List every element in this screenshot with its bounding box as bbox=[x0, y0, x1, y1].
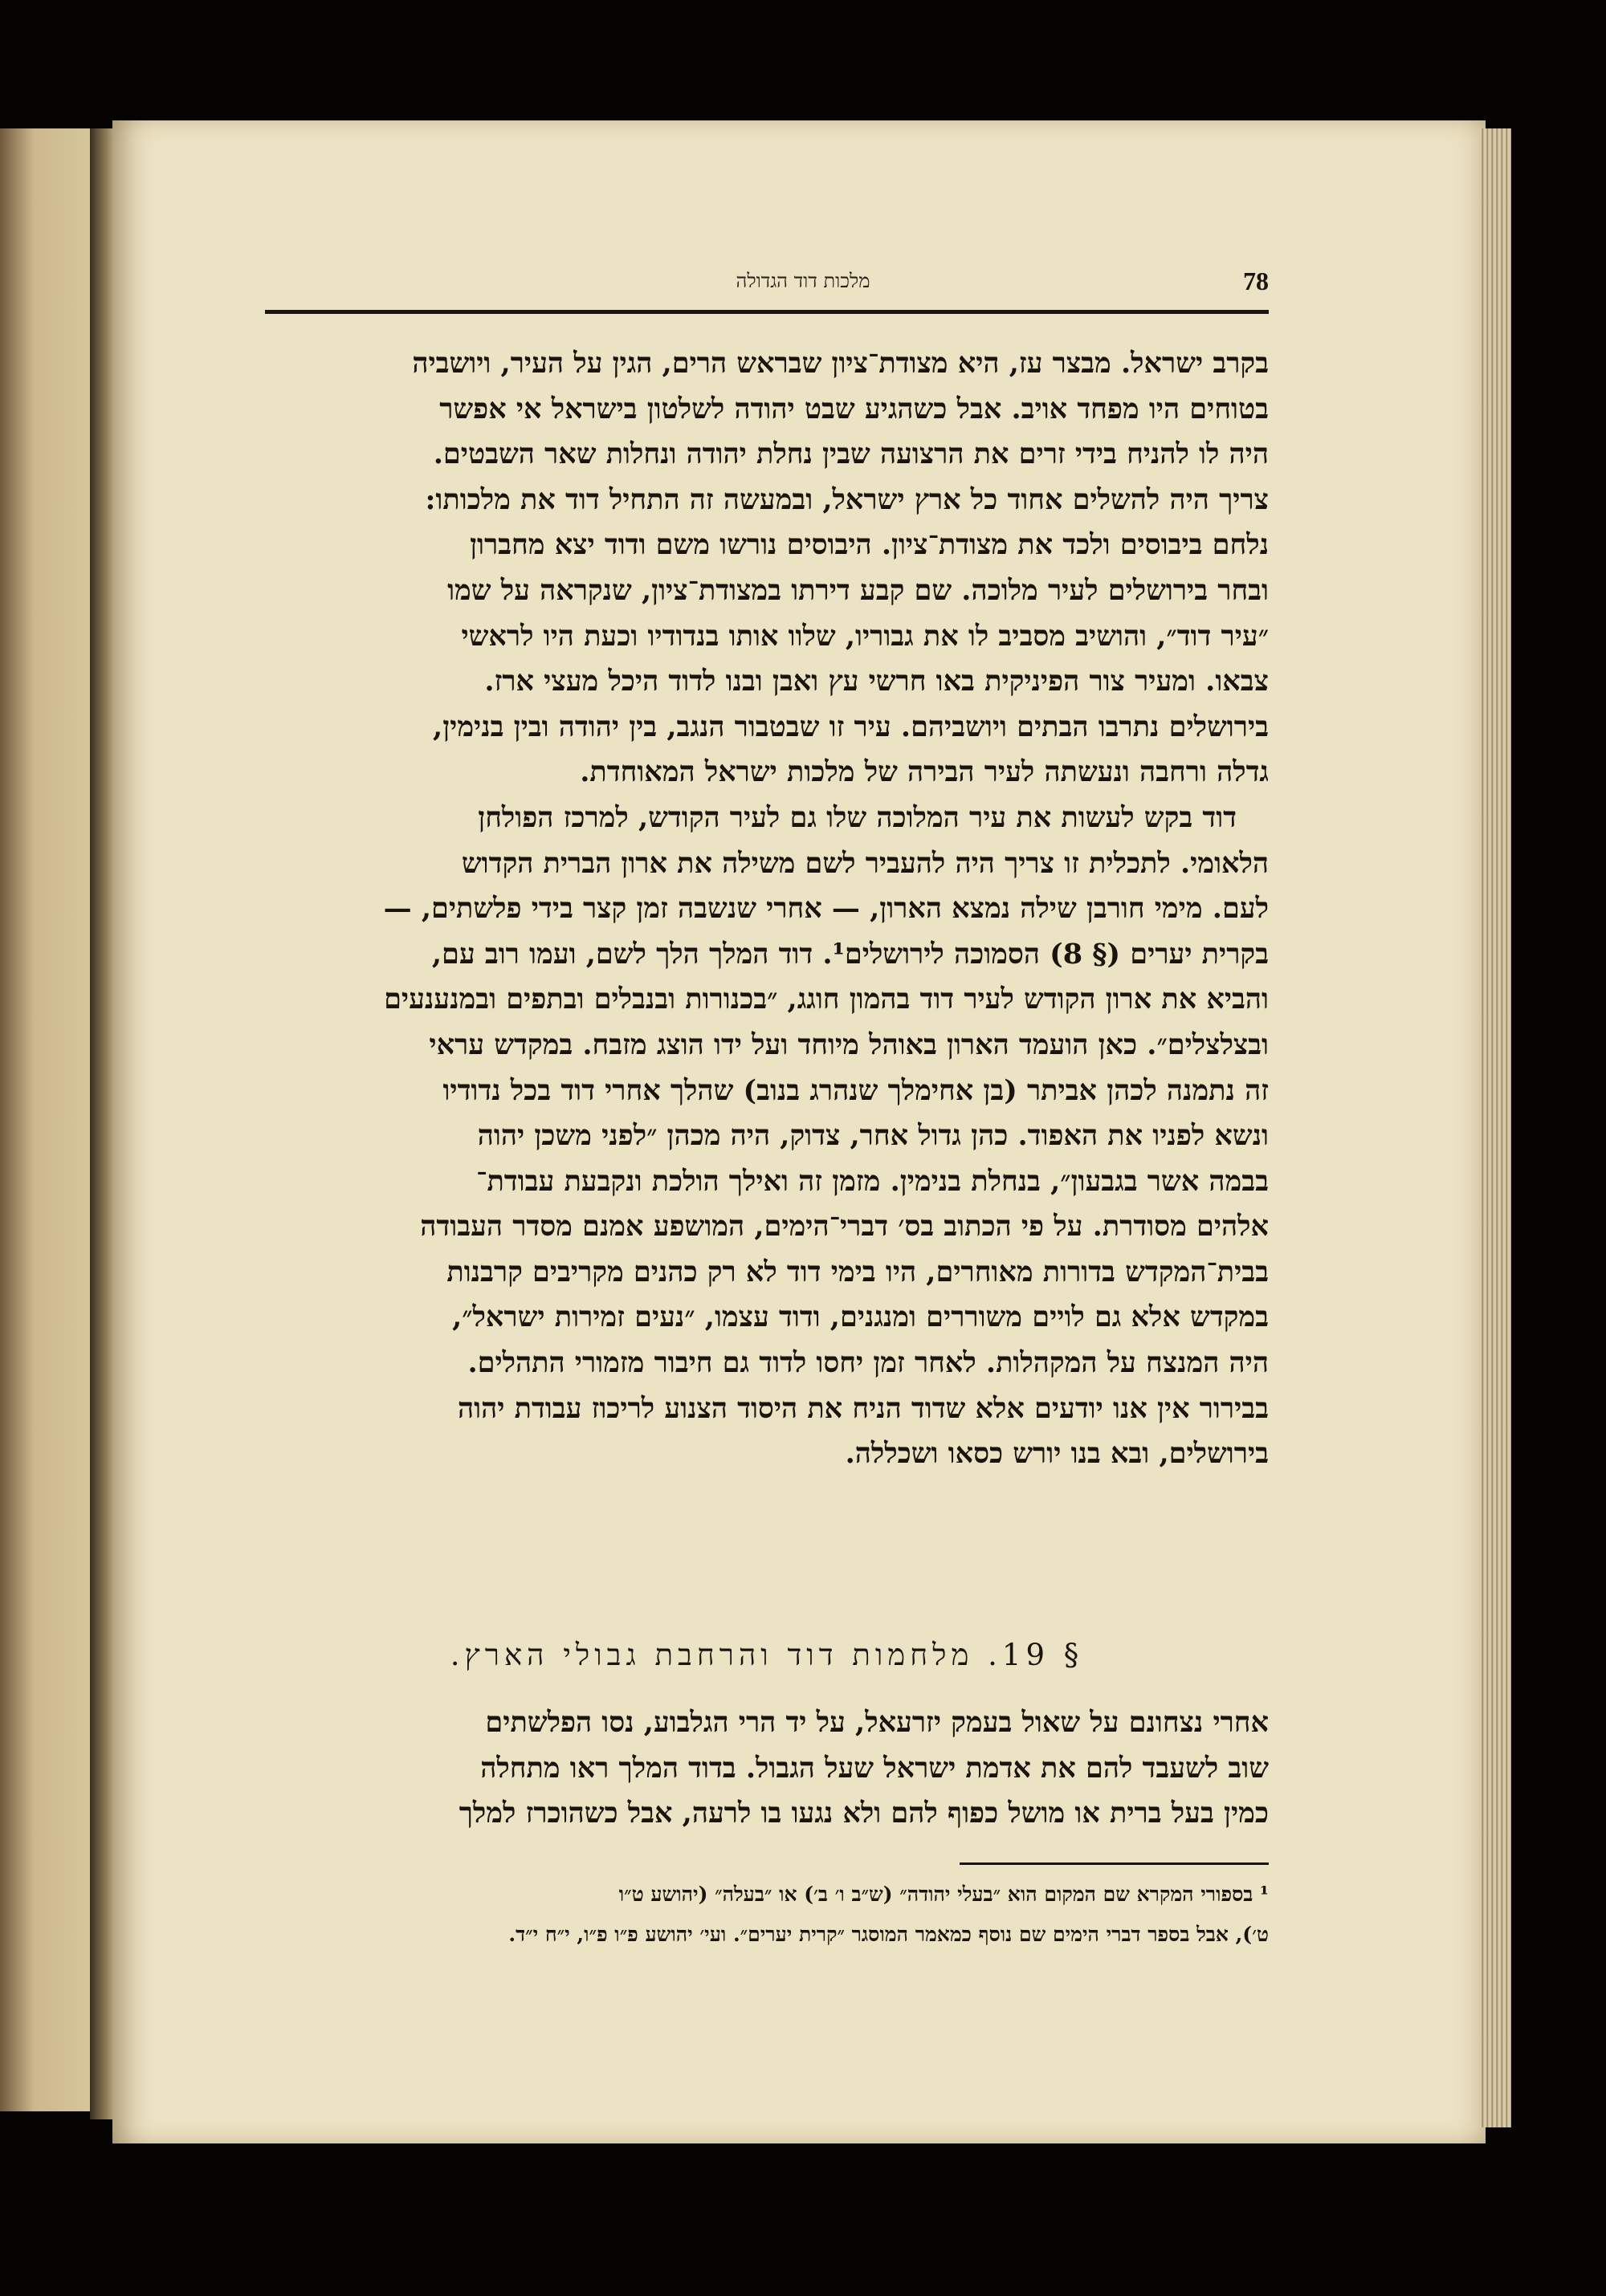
page-edges bbox=[1479, 128, 1511, 2127]
text-line: בירושלים נתרבו הבתים ויושביהם. עיר זו שבטבור הנגב, בין יהודה ובין בנימין, bbox=[433, 710, 1269, 743]
footnote-line: ¹ בספורי המקרא שם המקום הוא ״בעלי יהודה״ (ש״ב ו׳ ב׳) או ״בעלה״ (יהושע ט״ו bbox=[618, 1883, 1269, 1906]
text-line: שוב לשעבד להם את אדמת ישראל שעל הגבול. בדוד המלך ראו מתחלה bbox=[480, 1751, 1269, 1785]
text-line: היה המנצח על המקהלות. לאחר זמן יחסו לדוד גם חיבור מזמורי התהלים. bbox=[467, 1346, 1269, 1380]
footnotes bbox=[265, 1875, 1269, 1955]
text-line: בבית־המקדש בדורות מאוחרים, היו בימי דוד לא רק כהנים מקריבים קרבנות bbox=[446, 1255, 1269, 1288]
text-line: בטוחים היו מפחד אויב. אבל כשהגיע שבט יהודה לשלטון בישראל אי אפשר bbox=[439, 392, 1269, 425]
text-line: בבירור אין אנו יודעים אלא שדוד הניח את היסוד הצנוע לריכוז עבודת יהוה bbox=[458, 1391, 1269, 1425]
text-line: ונשא לפניו את האפוד. כהן גדול אחר, צדוק, היה מכהן ״לפני משכן יהוה bbox=[477, 1119, 1269, 1153]
text-line: בבמה אשר בגבעון״, בנחלת בנימין. מזמן זה ואילך הולכת ונקבעת עבודת־ bbox=[476, 1164, 1269, 1198]
footnote-line: ט׳), אבל בספר דברי הימים שם נוסף כמאמר המוסגר ״קרית יערים״. ועי׳ יהושע פ״ו פ״ו, י״ח י״ד. bbox=[508, 1923, 1269, 1946]
text-line: הלאומי. לתכלית זו צריך היה להעביר לשם משילה את ארון הברית הקדוש bbox=[461, 846, 1269, 880]
text-line: צריך היה להשלים אחוד כל ארץ ישראל, ובמעשה זה התחיל דוד את מלכותו: bbox=[425, 482, 1269, 516]
page-number: 78 bbox=[1243, 267, 1269, 295]
text-line: אחרי נצחונם על שאול בעמק יזרעאל, על יד הרי הגלבוע, נסו הפלשתים bbox=[485, 1706, 1269, 1739]
text-line: ובחר בירושלים לעיר מלוכה. שם קבע דירתו במצודת־ציון, שנקראה על שמו bbox=[447, 573, 1269, 607]
text-line: גדלה ורחבה ונעשתה לעיר הבירה של מלכות ישראל המאוחדת. bbox=[580, 755, 1269, 789]
text-line: היה לו להניח בידי זרים את הרצועה שבין נחלת יהודה ונחלות שאר השבטים. bbox=[433, 438, 1269, 471]
text-line: ובצלצלים״. כאן הועמד הארון באוהל מיוחד ועל ידו הוצג מזבח. במקדש עראי bbox=[429, 1028, 1269, 1061]
text-line: בקרב ישראל. מבצר עז, היא מצודת־ציון שבראש הרים, הגין על העיר, ויושביה bbox=[412, 347, 1269, 380]
text-line: ״עיר דוד״, והושיב מסביב לו את גבוריו, שלוו אותו בנדודיו וכעת היו לראשי bbox=[461, 619, 1269, 653]
header-rule bbox=[265, 310, 1269, 314]
text-line: והביא את ארון הקודש לעיר דוד בהמון חוגג, ״בכנורות ובנבלים ובתפים ובמנענעים bbox=[384, 983, 1269, 1016]
text-line: אלהים מסודרת. על פי הכתוב בס׳ דברי־הימים, המושפע אמנם מסדר העבודה bbox=[420, 1210, 1269, 1244]
running-title: מלכות דוד הגדולה bbox=[736, 270, 870, 292]
running-head bbox=[265, 263, 1269, 311]
text-line: בקרית יערים (§ 8) הסמוכה לירושלים¹. דוד המלך הלך לשם, ועמו רוב עם, bbox=[431, 937, 1269, 971]
text-line: לעם. מימי חורבן שילה נמצא הארון, — אחרי שנשבה זמן קצר בידי פלשתים, — bbox=[383, 892, 1269, 926]
paragraph-2 bbox=[265, 796, 1269, 1477]
left-page-edge bbox=[0, 128, 96, 2111]
section-heading: § 19. מלחמות דוד והרחבת גבולי הארץ. bbox=[450, 1638, 1084, 1672]
text-line: כמין בעל ברית או מושל כפוף להם ולא נגעו בו לרעה, אבל כשהוכרז למלך bbox=[459, 1797, 1269, 1830]
text-line: בירושלים, ובא בנו יורש כסאו ושכללה. bbox=[845, 1437, 1269, 1471]
paragraph-1 bbox=[265, 341, 1269, 796]
footnote-rule bbox=[960, 1862, 1269, 1865]
text-line: דוד בקש לעשות את עיר המלוכה שלו גם לעיר הקודש, למרכז הפולחן bbox=[478, 800, 1237, 834]
text-line: במקדש אלא גם לויים משוררים ומנגנים, ודוד עצמו, ״נעים זמירות ישראל״, bbox=[452, 1301, 1269, 1334]
text-line: צבאו. ומעיר צור הפיניקית באו חרשי עץ ואבן ובנו לדוד היכל מעצי ארז. bbox=[484, 665, 1269, 698]
main-text bbox=[265, 341, 1269, 1477]
section-text bbox=[265, 1700, 1269, 1837]
text-line: נלחם ביבוסים ולכד את מצודת־ציון. היבוסים נורשו משם ודוד יצא מחברון bbox=[470, 528, 1269, 562]
text-line: זה נתמנה לכהן אביתר (בן אחימלך שנהרג בנוב) שהלך אחרי דוד בכל נדודיו bbox=[442, 1073, 1269, 1107]
